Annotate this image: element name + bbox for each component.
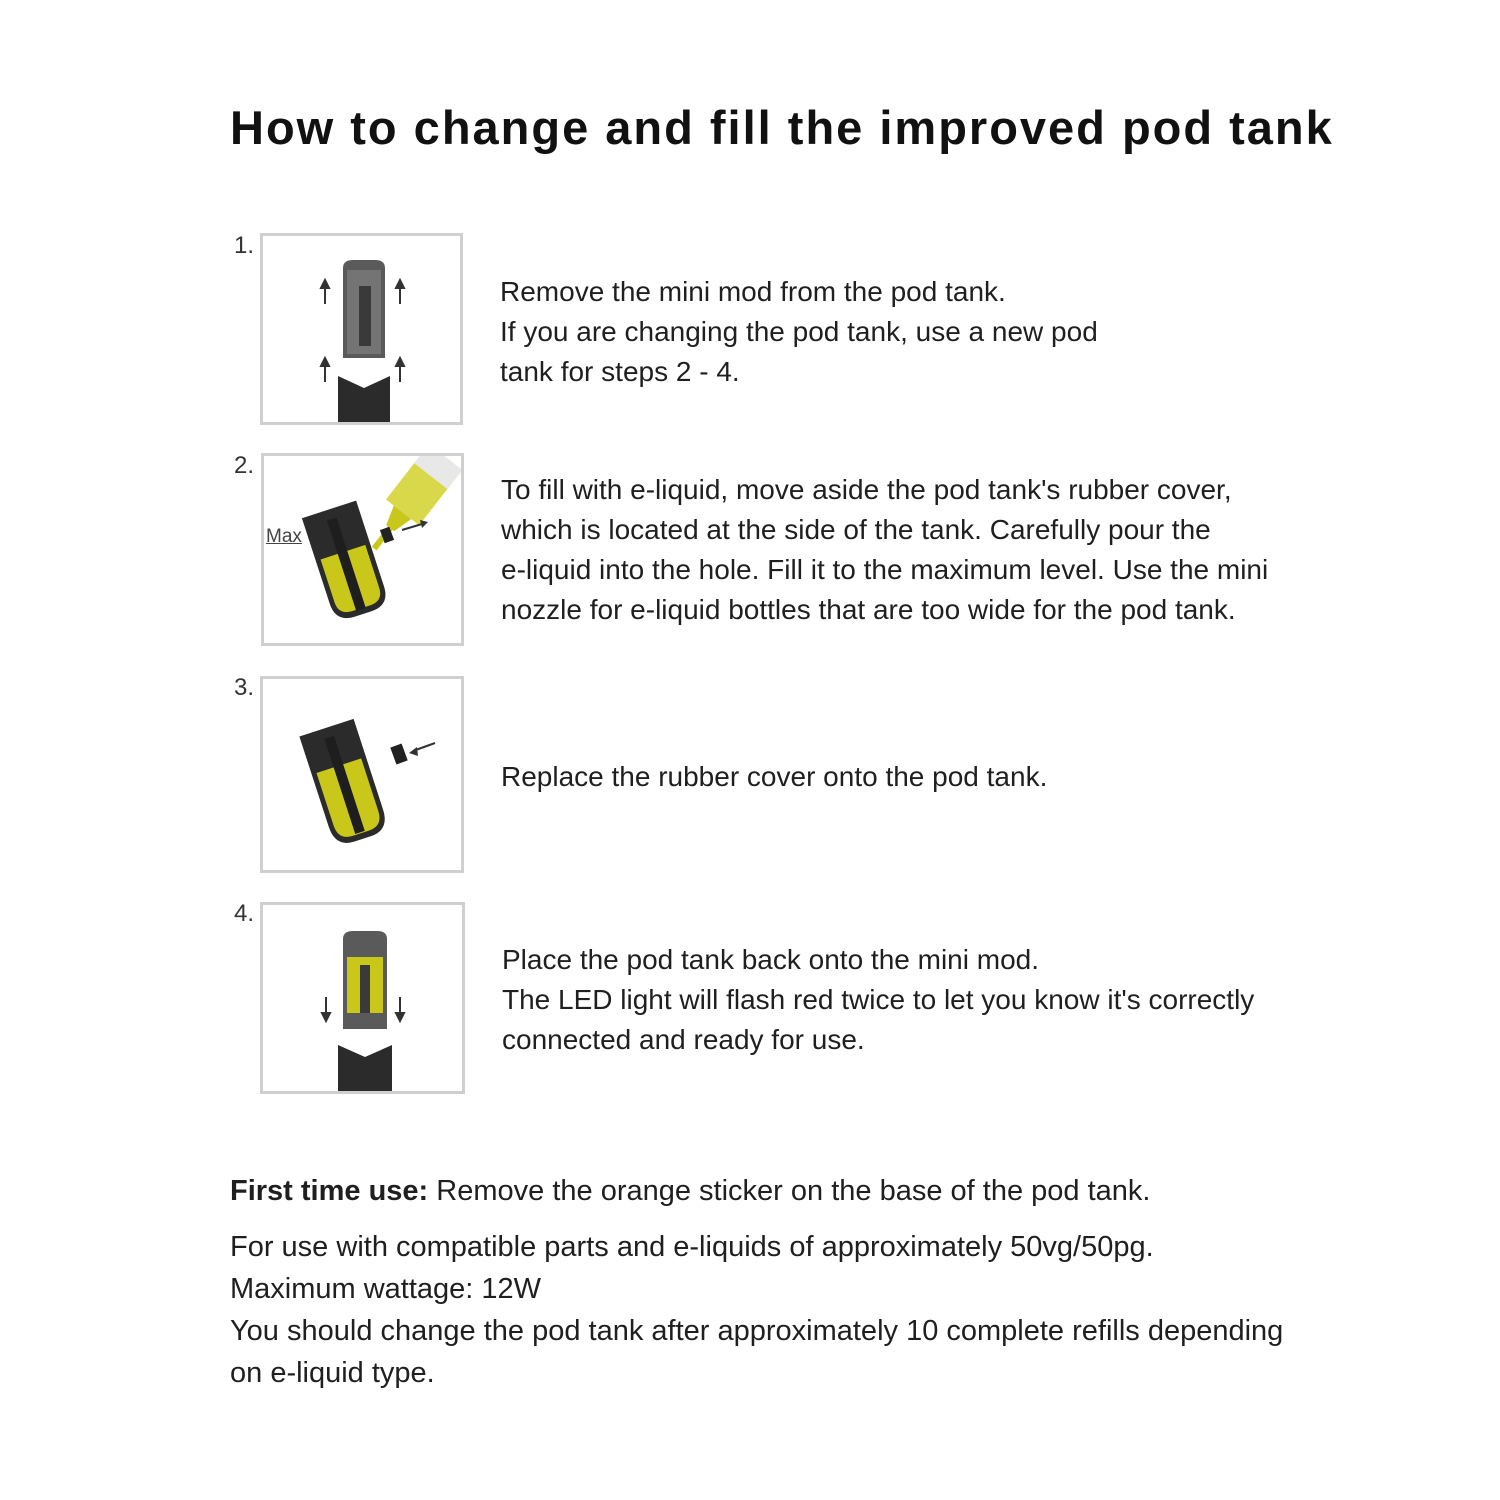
step-number-4: 4.	[234, 900, 255, 927]
step-4-line-3: connected and ready for use.	[502, 1024, 865, 1055]
step-1-line-3: tank for steps 2 - 4.	[500, 356, 740, 387]
usage-notes	[230, 1226, 1283, 1394]
step-3-image	[260, 676, 464, 873]
step-2-line-2: which is located at the side of the tank. Carefully pour the	[501, 514, 1211, 545]
step-number-1: 1.	[234, 232, 255, 259]
step-4-text	[502, 940, 1254, 1060]
first-use-label: First time use:	[230, 1175, 429, 1207]
step-1-line-2: If you are changing the pod tank, use a new pod	[500, 316, 1098, 347]
step-1-image	[260, 233, 463, 425]
note-line-1: For use with compatible parts and e-liquids of approximately 50vg/50pg.	[230, 1231, 1154, 1263]
page-title: How to change and fill the improved pod tank	[230, 101, 1334, 154]
pod-fill-icon	[264, 456, 461, 643]
step-2-line-4: nozzle for e-liquid bottles that are too wide for the pod tank.	[501, 594, 1236, 625]
first-use-note	[230, 1170, 1150, 1212]
first-use-text: Remove the orange sticker on the base of the pod tank.	[428, 1175, 1151, 1207]
step-4-image	[260, 902, 465, 1094]
step-2-line-1: To fill with e-liquid, move aside the pod tank's rubber cover,	[501, 474, 1232, 505]
step-number-2: 2.	[234, 452, 255, 479]
max-level-label: Max	[266, 526, 302, 547]
pod-remove-icon	[263, 236, 460, 422]
cover-replace-icon	[263, 679, 461, 870]
step-1-line-1: Remove the mini mod from the pod tank.	[500, 276, 1006, 307]
note-line-3: You should change the pod tank after approximately 10 complete refills depending	[230, 1315, 1284, 1347]
step-3-line-1: Replace the rubber cover onto the pod tank.	[501, 761, 1048, 792]
step-1-text	[500, 272, 1098, 392]
step-4-line-2: The LED light will flash red twice to let you know it's correctly	[502, 984, 1255, 1015]
step-2-image	[261, 453, 464, 646]
step-2-line-3: e-liquid into the hole. Fill it to the maximum level. Use the mini	[501, 554, 1269, 585]
step-4-line-1: Place the pod tank back onto the mini mod.	[502, 944, 1039, 975]
step-2-text	[501, 470, 1268, 630]
step-3-text	[501, 757, 1047, 797]
note-line-4: on e-liquid type.	[230, 1357, 435, 1389]
step-number-3: 3.	[234, 674, 255, 701]
pod-attach-icon	[263, 905, 462, 1091]
note-line-2: Maximum wattage: 12W	[230, 1273, 542, 1305]
